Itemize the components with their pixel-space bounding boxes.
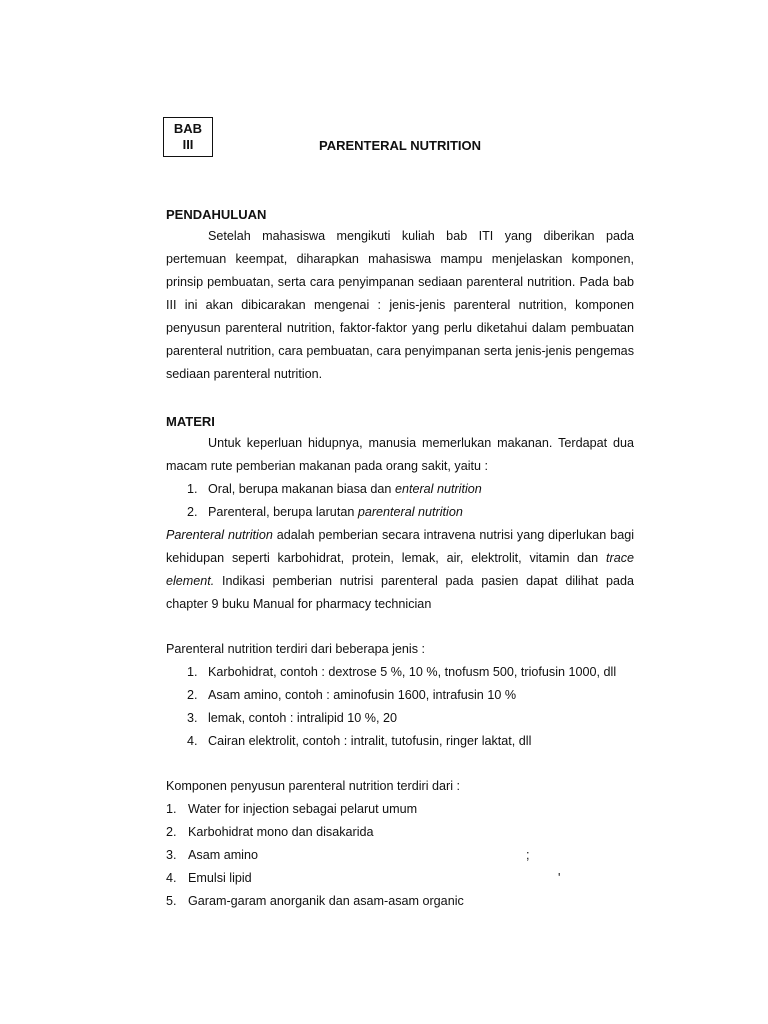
list-number: 4.: [187, 734, 198, 748]
chapter-label-line-1: BAB: [173, 121, 203, 136]
list-text: Oral, berupa makanan biasa dan: [208, 482, 395, 496]
section-heading: PENDAHULUAN: [166, 207, 267, 222]
chapter-label-line-2: III: [182, 137, 194, 152]
list-item: [166, 821, 634, 844]
components-intro: Komponen penyusun parenteral nutrition terdiri dari :: [166, 779, 461, 793]
list-number: 1.: [187, 482, 198, 496]
definition-term-2: trace element.: [166, 551, 634, 588]
list-item: [166, 478, 634, 501]
definition-term: Parenteral nutrition: [166, 528, 273, 542]
chapter-label-box: [163, 117, 213, 157]
list-text: Cairan elektrolit, contoh : intralit, tutofusin, ringer laktat, dll: [208, 734, 532, 748]
stray-mark: ;: [526, 848, 530, 862]
list-item: [166, 867, 634, 890]
list-number: 2.: [166, 825, 177, 839]
definition-text: adalah pemberian secara intravena nutrisi yang diperlukan bagi kehidupan seperti karbohidrat, protein, lemak, air, elektrolit, vitamin dan: [166, 528, 634, 565]
list-text-italic: parenteral nutrition: [357, 505, 463, 519]
list-item: [166, 661, 634, 684]
list-number: 2.: [187, 505, 198, 519]
list-text: Karbohidrat, contoh : dextrose 5 %, 10 %, tnofusm 500, triofusin 1000, dll: [208, 665, 617, 679]
list-text: Karbohidrat mono dan disakarida: [188, 825, 374, 839]
list-text: Emulsi lipid: [188, 871, 252, 885]
list-item: [166, 844, 634, 867]
definition-paragraph: [166, 524, 634, 616]
list-number: 5.: [166, 894, 177, 908]
section-materi: [166, 414, 634, 913]
list-number: 4.: [166, 871, 177, 885]
list-number: 3.: [187, 711, 198, 725]
list-number: 2.: [187, 688, 198, 702]
section-heading: MATERI: [166, 414, 215, 429]
list-number: 1.: [187, 665, 198, 679]
section-paragraph: Setelah mahasiswa mengikuti kuliah bab ITI yang diberikan pada pertemuan keempat, diharapkan mahasiswa mampu menjelaskan komponen, prinsip pembuatan, serta cara penyimpanan sediaan parenteral nutrition. Pada bab III ini akan dibicarakan mengenai : jenis-jenis parenteral nutrition, komponen penyusun parenteral nutrition, faktor-faktor yang perlu diketahui dalam pembuatan parenteral nutrition, cara pembuatan, cara penyimpanan serta jenis-jenis pengemas sediaan parenteral nutrition.: [166, 229, 634, 381]
definition-text-2: Indikasi pemberian nutrisi parenteral pada pasien dapat dilihat pada chapter 9 buku Manual for pharmacy technician: [166, 574, 634, 611]
list-number: 3.: [166, 848, 177, 862]
intro-paragraph: Untuk keperluan hidupnya, manusia memerlukan makanan. Terdapat dua macam rute pemberian makanan pada orang sakit, yaitu :: [166, 436, 634, 473]
list-item: [166, 684, 634, 707]
list-text: Asam amino, contoh : aminofusin 1600, intrafusin 10 %: [208, 688, 517, 702]
list-item: [166, 890, 634, 913]
routes-list: [166, 478, 634, 524]
list-text: Water for injection sebagai pelarut umum: [188, 802, 418, 816]
types-list: [166, 661, 634, 753]
list-number: 1.: [166, 802, 177, 816]
list-item: [166, 501, 634, 524]
section-pendahuluan: [166, 207, 634, 386]
types-intro: Parenteral nutrition terdiri dari beberapa jenis :: [166, 642, 426, 656]
page-title: PARENTERAL NUTRITION: [318, 138, 482, 153]
stray-mark: ': [558, 871, 561, 885]
list-text: lemak, contoh : intralipid 10 %, 20: [208, 711, 398, 725]
list-item: [166, 707, 634, 730]
list-text: Asam amino: [188, 848, 258, 862]
list-item: [166, 798, 634, 821]
list-text-italic: enteral nutrition: [394, 482, 482, 496]
components-list: [166, 798, 634, 913]
list-text: Garam-garam anorganik dan asam-asam organic: [188, 894, 464, 908]
list-text: Parenteral, berupa larutan: [208, 505, 358, 519]
list-item: [166, 730, 634, 753]
